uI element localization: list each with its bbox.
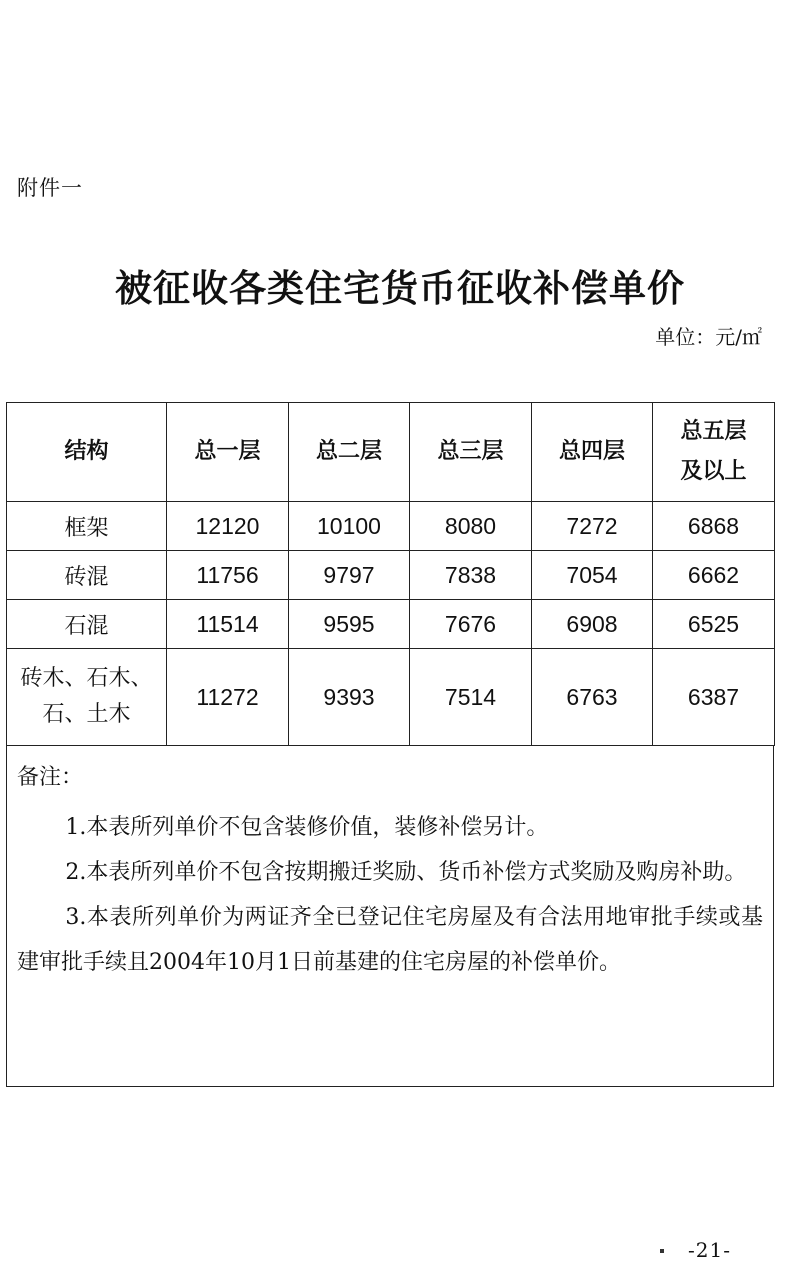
note-item: 3.本表所列单价为两证齐全已登记住宅房屋及有合法用地审批手续或基建审批手续且2004年10月1日前基建的住宅房屋的补偿单价。 <box>17 905 763 975</box>
price-cell: 6763 <box>532 649 653 746</box>
price-cell: 11272 <box>167 649 289 746</box>
price-cell: 11514 <box>167 600 289 649</box>
price-cell: 11756 <box>167 551 289 600</box>
document-title: 被征收各类住宅货币征收补偿单价 <box>115 267 685 310</box>
price-cell: 9393 <box>289 649 410 746</box>
price-cell: 6908 <box>532 600 653 649</box>
structure-cell: 砖混 <box>7 551 167 600</box>
table-row <box>7 551 775 600</box>
table-row <box>7 502 775 551</box>
header-floor-2: 总二层 <box>289 403 410 502</box>
attachment-label: 附件一 <box>17 176 83 200</box>
price-cell: 7272 <box>532 502 653 551</box>
price-cell: 9797 <box>289 551 410 600</box>
price-cell: 6662 <box>653 551 775 600</box>
compensation-table <box>6 402 775 746</box>
price-cell: 6868 <box>653 502 775 551</box>
price-cell: 6387 <box>653 649 775 746</box>
page-number: -21- <box>688 1238 731 1262</box>
price-cell: 12120 <box>167 502 289 551</box>
table-row <box>7 600 775 649</box>
header-floor-5-plus: 总五层 及以上 <box>653 403 775 502</box>
price-cell: 7054 <box>532 551 653 600</box>
compensation-table-container <box>6 402 774 1087</box>
price-cell: 6525 <box>653 600 775 649</box>
structure-cell: 石混 <box>7 600 167 649</box>
price-cell: 10100 <box>289 502 410 551</box>
structure-cell: 砖木、石木、 石、土木 <box>7 649 167 746</box>
page-mark <box>660 1249 664 1253</box>
header-floor-4: 总四层 <box>532 403 653 502</box>
header-floor-3: 总三层 <box>410 403 532 502</box>
price-cell: 9595 <box>289 600 410 649</box>
structure-cell: 框架 <box>7 502 167 551</box>
notes-section <box>6 746 774 1087</box>
unit-label: 单位：元/㎡ <box>655 325 762 349</box>
note-item: 1.本表所列单价不包含装修价值，装修补偿另计。 <box>65 815 549 840</box>
header-floor-1: 总一层 <box>167 403 289 502</box>
table-row <box>7 649 775 746</box>
table-header-row <box>7 403 775 502</box>
price-cell: 7514 <box>410 649 532 746</box>
price-cell: 7838 <box>410 551 532 600</box>
price-cell: 7676 <box>410 600 532 649</box>
note-item: 2.本表所列单价不包含按期搬迁奖励、货币补偿方式奖励及购房补助。 <box>65 860 747 885</box>
price-cell: 8080 <box>410 502 532 551</box>
header-structure: 结构 <box>7 403 167 502</box>
notes-label: 备注： <box>17 765 84 790</box>
